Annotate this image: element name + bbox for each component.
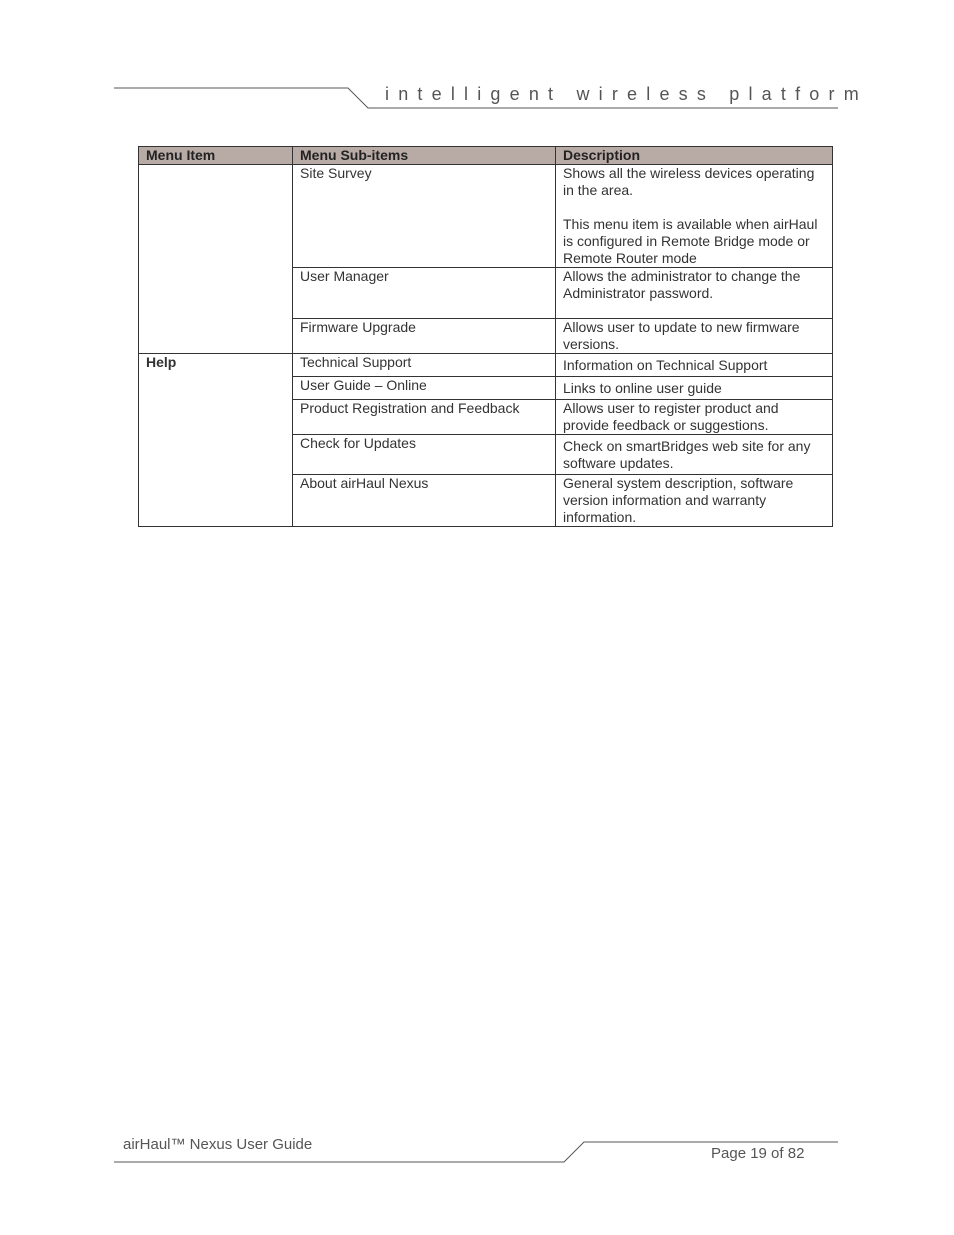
sub-item-cell: User Manager [293,268,556,319]
description-cell: Allows user to update to new firmware versions. [556,319,833,354]
menu-table [138,146,833,527]
description-cell: Check on smartBridges web site for any software updates. [556,435,833,475]
column-header-description: Description [556,147,833,165]
column-header-menu-item: Menu Item [139,147,293,165]
description-cell: Links to online user guide [556,377,833,400]
table-row [139,354,833,377]
footer-doc-title: airHaul™ Nexus User Guide [123,1136,313,1153]
sub-item-cell: Product Registration and Feedback [293,400,556,435]
sub-item-cell: Check for Updates [293,435,556,475]
sub-item-cell: Technical Support [293,354,556,377]
column-header-menu-sub-items: Menu Sub-items [293,147,556,165]
menu-item-cell: Help [139,354,293,527]
description-cell: Allows user to register product and provide feedback or suggestions. [556,400,833,435]
description-text: Shows all the wireless devices operating in the area. [563,165,815,198]
sub-item-cell: About airHaul Nexus [293,475,556,527]
page-number: Page 19 of 82 [711,1145,805,1162]
sub-item-cell: User Guide – Online [293,377,556,400]
description-cell [556,165,833,268]
table-row [139,165,833,268]
header-tagline: intelligent wireless platform [385,84,868,104]
sub-item-cell: Site Survey [293,165,556,268]
sub-item-cell: Firmware Upgrade [293,319,556,354]
description-cell: General system description, software version information and warranty information. [556,475,833,527]
description-cell: Information on Technical Support [556,354,833,377]
table-header-row [139,147,833,165]
menu-item-cell [139,165,293,354]
description-text: This menu item is available when airHaul is configured in Remote Bridge mode or Remote Router mode [563,216,818,266]
description-cell: Allows the administrator to change the Administrator password. [556,268,833,319]
